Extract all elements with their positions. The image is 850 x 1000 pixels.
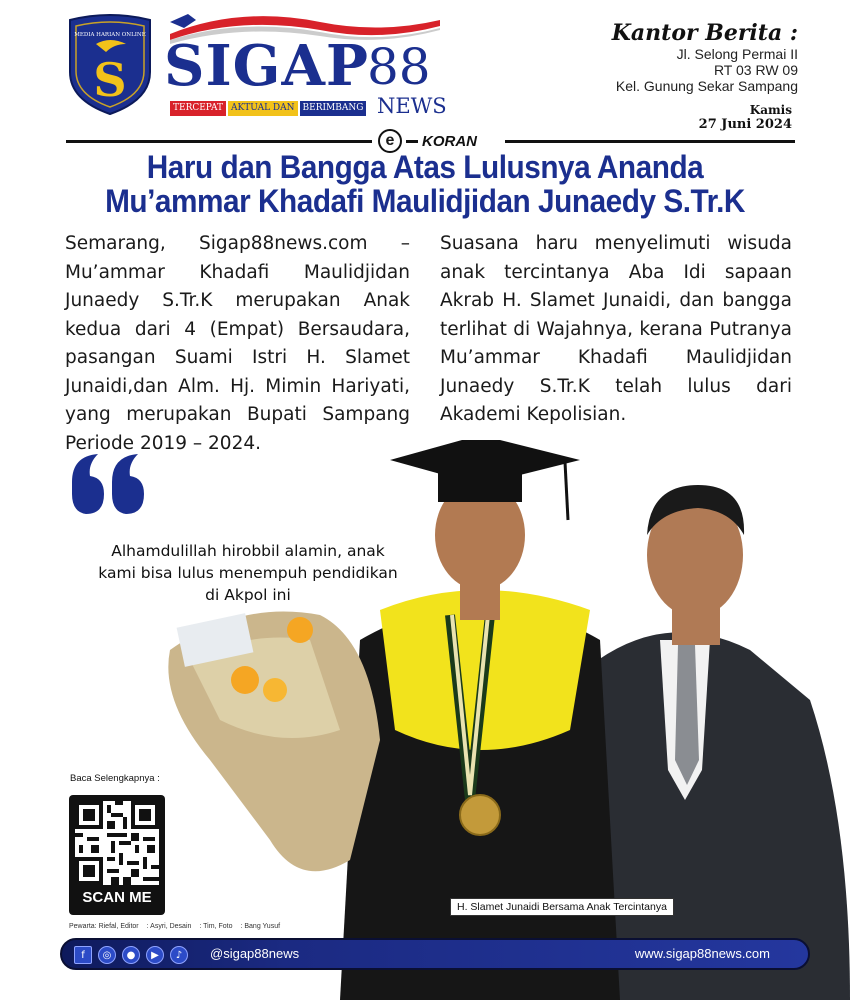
social-icons [74, 946, 188, 964]
read-more-prompt: Baca Selengkapnya : [70, 773, 160, 784]
brand-tagline [170, 101, 366, 116]
credit-item: : Tim, Foto [199, 923, 233, 930]
website-link[interactable]: www.sigap88news.com [634, 946, 770, 961]
youtube-icon[interactable]: ▶ [146, 946, 164, 964]
brand-number: 88 [367, 38, 431, 96]
office-address-line: Kel. Gunung Sekar Sampang [615, 78, 798, 94]
office-address-line: RT 03 RW 09 [713, 62, 798, 78]
credit-item: Pewarta: Riefal, Editor [69, 923, 139, 930]
credit-item: : Asyri, Desain [146, 923, 192, 930]
quote-line: di Akpol ini [205, 586, 291, 604]
photo-caption: H. Slamet Junaidi Bersama Anak Tercintanya [450, 898, 674, 916]
father-figure [586, 485, 850, 1000]
tagline-item: TERCEPAT [170, 101, 226, 116]
e-circle-icon: e [378, 129, 402, 153]
header-divider [66, 140, 372, 143]
headline-line: Mu’ammar Khadafi Maulidjidan Junaedy S.Tr.K [105, 183, 745, 219]
graduate-figure [340, 440, 620, 1000]
masthead-shield-logo [66, 14, 154, 116]
qr-scan-box[interactable] [69, 795, 165, 915]
quote-line: kami bisa lulus menempuh pendidikan [98, 564, 398, 582]
headline-line: Haru dan Bangga Atas Lulusnya Ananda [146, 149, 704, 185]
dash [406, 140, 418, 143]
shield-caption: MEDIA HARIAN ONLINE [74, 32, 146, 38]
flower-bouquet [168, 612, 380, 872]
credit-item: : Bang Yusuf [240, 923, 281, 930]
footer-bar [60, 938, 810, 970]
header-divider [505, 140, 795, 143]
pull-quote [88, 540, 408, 606]
tagline-item: AKTUAL DAN [228, 101, 297, 116]
article-headline [67, 150, 783, 218]
facebook-icon[interactable]: f [74, 946, 92, 964]
article-column-left: Semarang, Sigap88news.com – Mu’ammar Khadafi Maulidjidan Junaedy S.Tr.K merupakan Anak kedua dari 4 (Empat) Bersaudara, pasangan Suami Istri H. Slamet Junaidi,dan Alm. Hj. Mimin Hariyati, yang merupakan Bupati Sampang Periode 2019 – 2024. [65, 233, 410, 454]
social-handle[interactable]: @sigap88news [210, 946, 300, 961]
graduation-photo [150, 440, 850, 1000]
tiktok-icon[interactable]: ♪ [170, 946, 188, 964]
svg-text:S: S [93, 53, 127, 107]
brand-sigap: SIGAP [164, 33, 370, 99]
scan-me-label: SCAN ME [82, 889, 152, 906]
twitter-icon[interactable]: ● [122, 946, 140, 964]
masthead-brand [162, 12, 452, 122]
quote-mark-icon [68, 448, 150, 528]
office-title: Kantor Berita : [611, 20, 798, 46]
quote-line: Alhamdulillah hirobbil alamin, anak [111, 542, 385, 560]
issue-day: Kamis [749, 103, 792, 117]
tagline-item: BERIMBANG [300, 101, 367, 116]
credits [69, 923, 280, 930]
brand-news: NEWS [377, 94, 447, 118]
qr-code[interactable] [75, 801, 159, 885]
article-column-right: Suasana haru menyelimuti wisuda anak tercintanya Aba Idi sapaan Akrab H. Slamet Junaidi, dan bangga terlihat di Wajahnya, kerana Putranya Mu’ammar Khadafi Maulidjidan Junaedy S.Tr.K telah lulus dari Akademi Kepolisian. [440, 233, 792, 425]
instagram-icon[interactable]: ◎ [98, 946, 116, 964]
office-address-line: Jl. Selong Permai II [676, 46, 798, 62]
office-address [612, 20, 798, 94]
issue-date: 27 Juni 2024 [698, 117, 792, 132]
koran-text: KORAN [422, 132, 477, 150]
